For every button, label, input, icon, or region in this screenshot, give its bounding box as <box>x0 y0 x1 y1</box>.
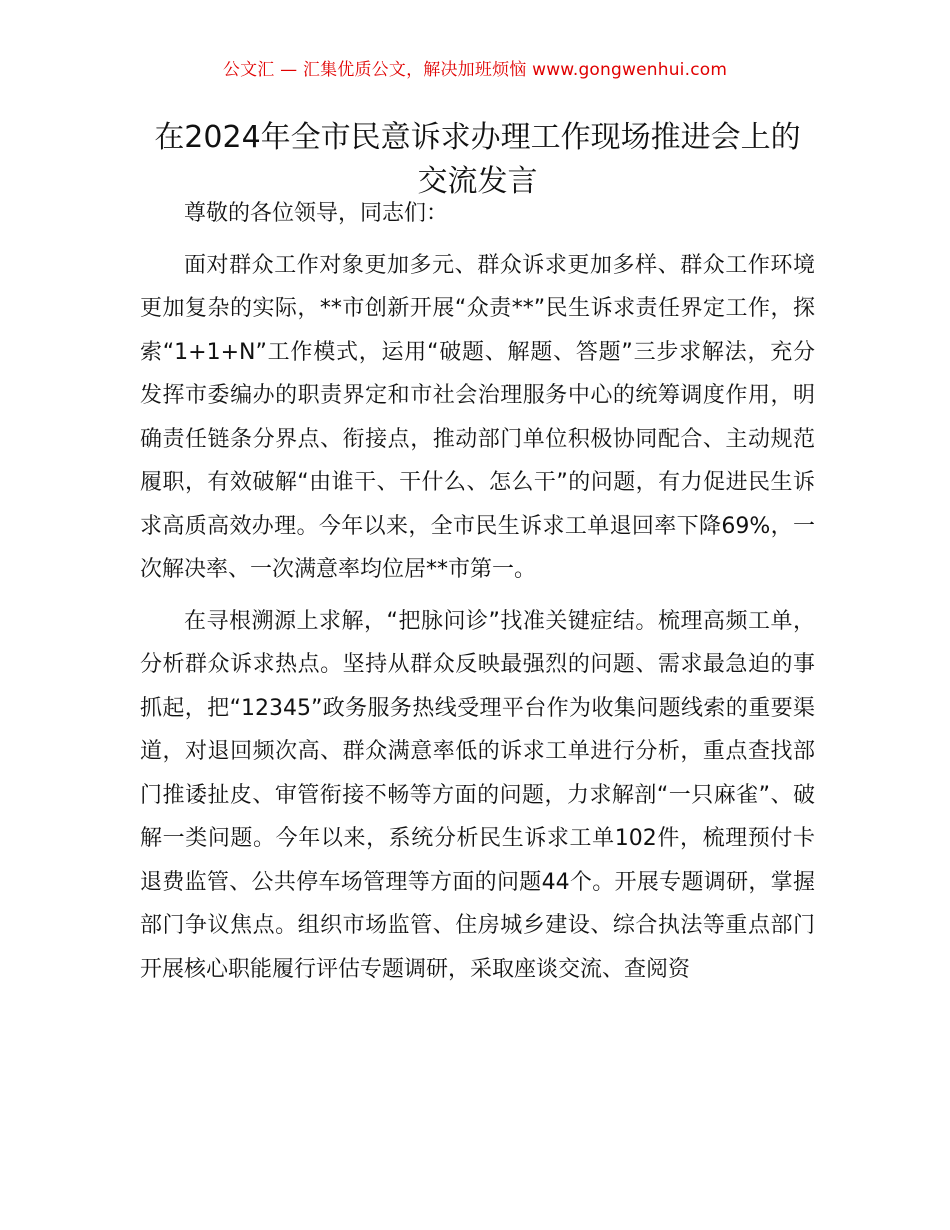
site-banner[interactable]: 公文汇 — 汇集优质公文，解决加班烦恼 www.gongwenhui.com <box>222 60 728 80</box>
salutation: 尊敬的各位领导，同志们： <box>184 201 449 226</box>
document-body <box>140 192 815 999</box>
paragraph-1: 面对群众工作对象更加多元、群众诉求更加多样、群众工作环境更加复杂的实际，**市创新开展“众责**”民生诉求责任界定工作，探索“1+1+N”工作模式，运用“破题、解题、答题”三步求解法，充分发挥市委编办的职责界定和市社会治理服务中心的统筹调度作用，明确责任链条分界点、衔接点，推动部门单位积极协同配合、主动规范履职，有效破解“由谁干、干什么、怎么干”的问题，有力促进民生诉求高质高效办理。今年以来，全市民生诉求工单退回率下降69%，一次解决率、一次满意率均位居**市第一。 <box>140 252 815 582</box>
paragraph-2: 在寻根溯源上求解，“把脉问诊”找准关键症结。梳理高频工单，分析群众诉求热点。坚持从群众反映最强烈的问题、需求最急迫的事抓起，把“12345”政务服务热线受理平台作为收集问题线索的重要渠道，对退回频次高、群众满意率低的诉求工单进行分析，重点查找部门推诿扯皮、审管衔接不畅等方面的问题，力求解剖“一只麻雀”、破解一类问题。今年以来，系统分析民生诉求工单102件，梳理预付卡退费监管、公共停车场管理等方面的问题44个。开展专题调研，掌握部门争议焦点。组织市场监管、住房城乡建设、综合执法等重点部门开展核心职能履行评估专题调研，采取座谈交流、查阅资 <box>140 608 815 982</box>
document-title: 在2024年全市民意诉求办理工作现场推进会上的交流发言 <box>154 120 801 199</box>
